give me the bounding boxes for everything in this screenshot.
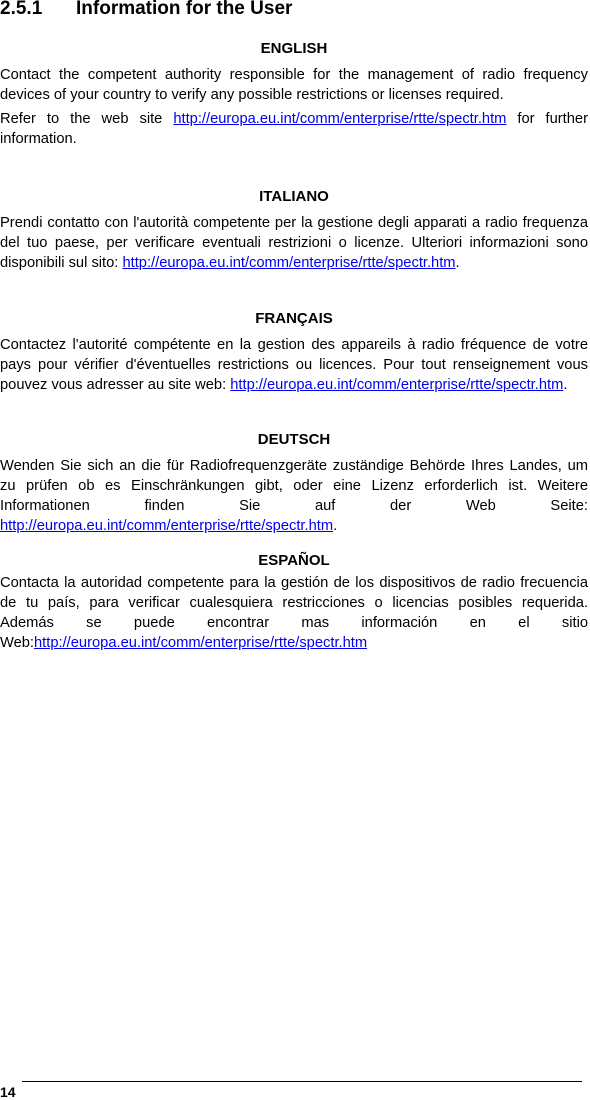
english-paragraph-1: Contact the competent authority responsible for the management of radio frequency devices of your country to verify any possible restrictions or licenses required. [0,67,588,103]
section-francais [0,310,588,395]
section-number: 2.5.1 [0,0,43,19]
section-espanol [0,552,588,653]
language-title-italiano: ITALIANO [259,188,329,205]
section-italiano [0,188,588,273]
espanol-paragraph [0,573,588,653]
page-number: 14 [0,1084,16,1100]
english-paragraph-2 [0,109,588,149]
language-title-francais: FRANÇAIS [255,310,333,327]
italiano-paragraph [0,213,588,273]
espanol-text: Contacta la autoridad competente para la gestión de los dispositivos de radio frecuencia de tu país, para verificar cualesquiera restricciones o licencias posibles requerida. Además se puede encontrar mas información en el sitio Web: [0,575,588,651]
section-title: Information for the User [76,0,293,19]
english-p2-tail: for further information. [0,111,588,147]
italiano-text: Prendi contatto con l'autorità competente per la gestione degli apparati a radio frequenza del tuo paese, per verificare eventuali restrizioni o licenze. Ulteriori informazioni sono disponibili sul sito: [0,215,588,271]
section-heading [0,0,292,20]
language-title-deutsch: DEUTSCH [257,431,331,448]
section-english [0,40,588,149]
francais-paragraph [0,335,588,395]
francais-period: . [563,377,568,393]
footer-divider [22,1081,582,1082]
deutsch-period: . [333,518,338,534]
deutsch-link[interactable]: http://europa.eu.int/comm/enterprise/rtte/spectr.htm [0,518,334,534]
deutsch-paragraph [0,456,588,536]
espanol-link[interactable]: http://europa.eu.int/comm/enterprise/rtte/spectr.htm [34,635,368,651]
italiano-period: . [455,255,460,271]
language-title-english: ENGLISH [260,40,328,57]
section-deutsch [0,431,588,536]
language-title-espanol: ESPAÑOL [258,552,330,569]
francais-text: Contactez l'autorité compétente en la gestion des appareils à radio fréquence de votre pays pour vérifier d'éventuelles restrictions ou licences. Pour tout renseignement vous pouvez vous adresser au site web: [0,337,588,393]
italiano-link[interactable]: http://europa.eu.int/comm/enterprise/rtte/spectr.htm [122,255,456,271]
english-link[interactable]: http://europa.eu.int/comm/enterprise/rtte/spectr.htm [173,111,507,127]
francais-link[interactable]: http://europa.eu.int/comm/enterprise/rtte/spectr.htm [230,377,564,393]
english-p2-lead: Refer to the web site [0,111,174,127]
deutsch-text: Wenden Sie sich an die für Radiofrequenzgeräte zuständige Behörde Ihres Landes, um zu prüfen ob es Einschränkungen gibt, oder eine Lizenz erforderlich ist. Weitere Informationen finden Sie auf der Web Seite: [0,458,588,514]
